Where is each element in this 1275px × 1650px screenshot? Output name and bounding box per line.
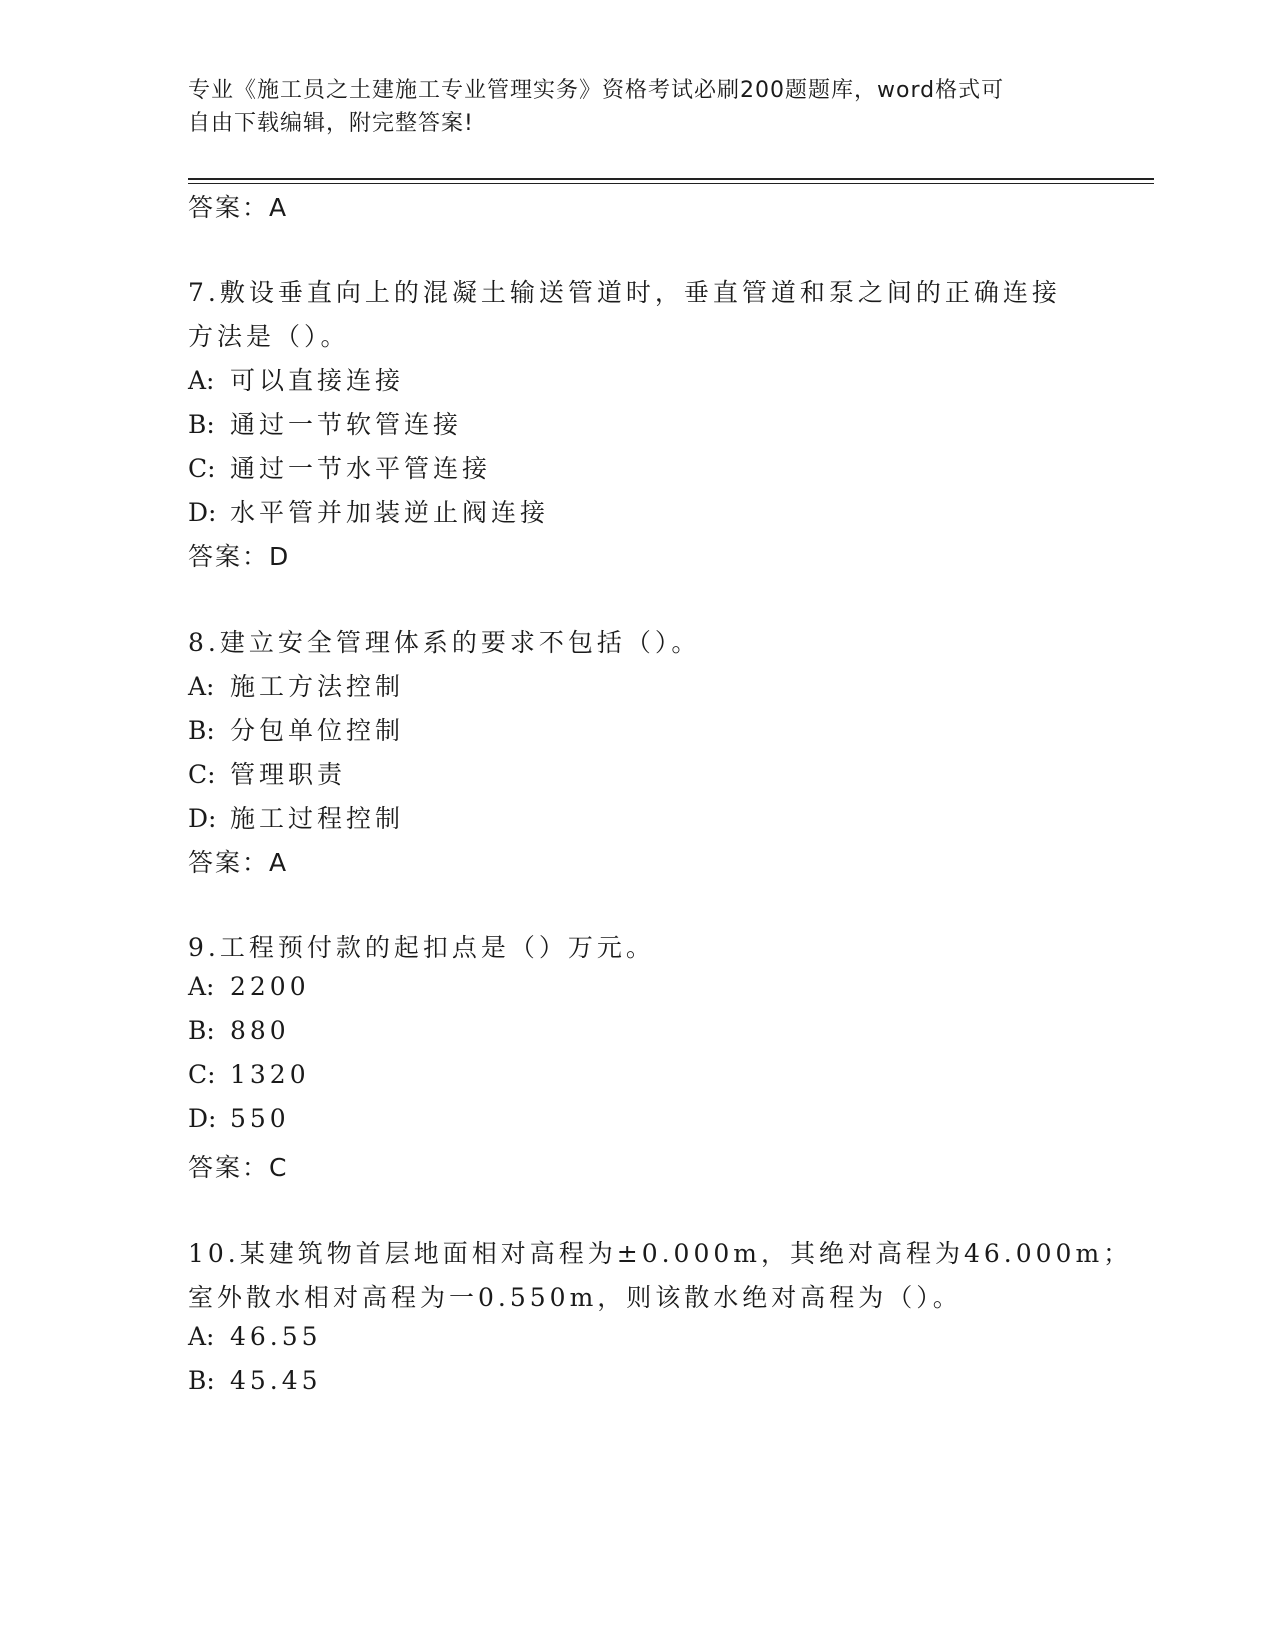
question-8-option-a <box>188 667 404 703</box>
option-letter: B: <box>188 1016 215 1045</box>
option-text: 管理职责 <box>230 760 347 789</box>
option-letter: B: <box>188 716 215 745</box>
question-8-option-d <box>188 799 404 835</box>
option-letter: D: <box>188 1104 217 1133</box>
option-text: 通过一节水平管连接 <box>230 454 492 483</box>
question-9-stem-line-1: 9.工程预付款的起扣点是（）万元。 <box>188 933 655 962</box>
previous-answer: 答案：A <box>188 193 289 222</box>
document-header <box>188 74 1068 140</box>
option-text: 45.45 <box>230 1366 322 1395</box>
option-letter: C: <box>188 454 216 483</box>
question-8-option-c <box>188 755 346 791</box>
question-7-option-c <box>188 449 491 485</box>
question-10-stem-line-2: 室外散水相对高程为一0.550m，则该散水绝对高程为（）。 <box>188 1283 962 1312</box>
header-rule-thick <box>188 178 1154 180</box>
header-line-2: 自由下载编辑，附完整答案! <box>188 111 474 136</box>
question-8-answer: 答案：A <box>188 848 289 877</box>
option-letter: A: <box>188 972 215 1001</box>
option-text: 46.55 <box>230 1322 322 1351</box>
option-text: 550 <box>230 1104 290 1133</box>
question-9-option-b <box>188 1016 290 1045</box>
option-text: 通过一节软管连接 <box>230 410 463 439</box>
option-letter: D: <box>188 804 217 833</box>
option-text: 1320 <box>230 1060 310 1089</box>
question-8-stem-line-1: 8.建立安全管理体系的要求不包括（）。 <box>188 628 701 657</box>
option-text: 880 <box>230 1016 290 1045</box>
option-text: 分包单位控制 <box>230 716 405 745</box>
question-7-stem-line-1: 7.敷设垂直向上的混凝土输送管道时，垂直管道和泵之间的正确连接 <box>188 278 1061 307</box>
option-letter: B: <box>188 1366 215 1395</box>
option-letter: A: <box>188 1322 215 1351</box>
option-letter: A: <box>188 672 215 701</box>
option-letter: D: <box>188 498 217 527</box>
question-9-option-c <box>188 1060 310 1089</box>
option-text: 施工方法控制 <box>230 672 405 701</box>
question-7-option-b <box>188 405 462 441</box>
option-text: 水平管并加装逆止阀连接 <box>230 498 550 527</box>
question-9-option-d <box>188 1104 290 1133</box>
option-letter: B: <box>188 410 215 439</box>
option-text: 施工过程控制 <box>230 804 405 833</box>
question-8-option-b <box>188 711 404 747</box>
header-rule-thin <box>188 183 1154 184</box>
header-line-1: 专业《施工员之土建施工专业管理实务》资格考试必刷200题题库，word格式可 <box>188 78 1005 103</box>
option-text: 可以直接连接 <box>230 366 405 395</box>
question-7-answer: 答案：D <box>188 542 291 571</box>
question-7-stem-line-2: 方法是（）。 <box>188 322 350 351</box>
question-9-answer: 答案：C <box>188 1153 289 1182</box>
question-7-option-a <box>188 361 404 397</box>
question-7-option-d <box>188 493 549 529</box>
question-10-option-b <box>188 1366 322 1395</box>
option-letter: A: <box>188 366 215 395</box>
option-letter: C: <box>188 760 216 789</box>
question-9-option-a <box>188 972 310 1001</box>
question-10-option-a <box>188 1322 322 1351</box>
question-10-stem-line-1: 10.某建筑物首层地面相对高程为±0.000m，其绝对高程为46.000m； <box>188 1239 1133 1268</box>
option-letter: C: <box>188 1060 216 1089</box>
option-text: 2200 <box>230 972 310 1001</box>
